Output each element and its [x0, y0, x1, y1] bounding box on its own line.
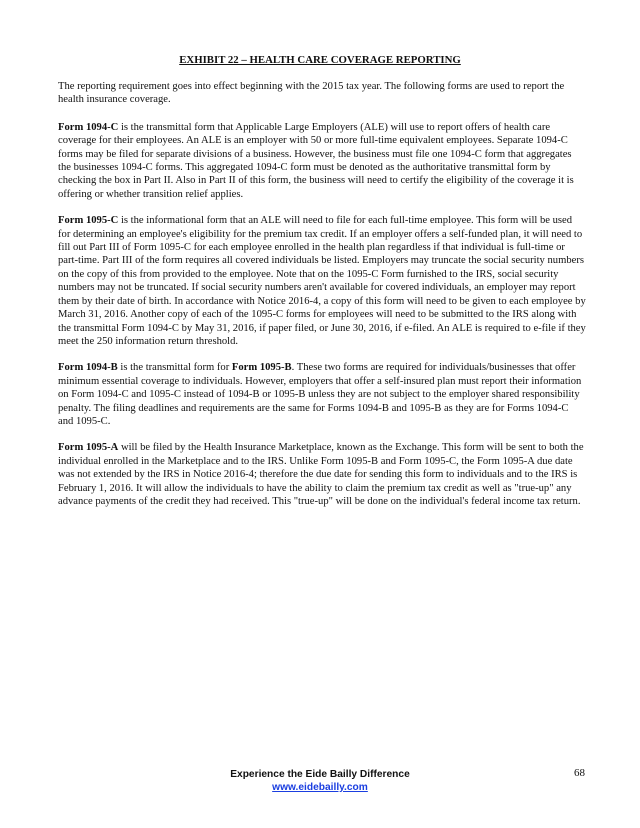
- form-1094c-term: Form 1094-C: [58, 121, 119, 133]
- form-1095a-text: will be filed by the Health Insurance Marketplace, known as the Exchange. This form will be sent to both the individual enrolled in the Marketplace and to the IRS. Unlike Form 1095-B and Form 1095-C, the Form 1095-A due date was not extended by the IRS in Notice 2016-4; therefore the due date for sending this form to individuals and to the IRS is February 1, 2016. It will allow the individuals to have the ability to claim the premium tax credit as well as "true-up" any advance payments of the credit they had received. This "true-up" will be done on the individual's federal income tax return.: [58, 442, 584, 507]
- form-1095a-term: Form 1095-A: [58, 442, 119, 454]
- footer-website-link[interactable]: www.eidebailly.com: [272, 782, 368, 793]
- form-1094c-text: is the transmittal form that Applicable Large Employers (ALE) will use to report offers of health care coverage for their employees. An ALE is an employer with 50 or more full-time equivalent employees. Separate 1094-C forms may be filed for separate divisions of a business. However, the business must file one 1094-C form that aggregates the businesses 1094-C forms. This aggregated 1094-C form must be denoted as the authoritative transmittal form by checking the box in Part II. Also in Part II of this form, the business will need to certify the eligibility of the coverage it is offering or whether transition relief applies.: [58, 121, 574, 200]
- form-1094b-term: Form 1094-B: [58, 362, 118, 374]
- footer-tagline: Experience the Eide Bailly Difference: [230, 769, 410, 780]
- form-1095c-text: is the informational form that an ALE will need to file for each full-time employee. This form will be used for determining an employee's eligibility for the premium tax credit. If an employer offers a self-funded plan, it will need to fill out Part III of Form 1095-C for each employee enrolled in the health plan regardless if that individual is full-time or part-time. Part III of the form requires all covered individuals be listed. Employers may truncate the social security numbers on the copy of this from provided to the employee. Note that on the 1095-C Form furnished to the IRS, social security numbers may not be truncated. If social security numbers aren't available for covered individuals, an employer may report them by their date of birth. In accordance with Notice 2016-4, a copy of this form will need to be given to each employee by March 31, 2016. Another copy of each of the 1095-C forms for employees will need to be submitted to the IRS along with the transmittal Form 1094-C by May 31, 2016, if paper filed, or June 30, 2016, if e-filed. An ALE is required to e-file if they meet the 250 information return threshold.: [58, 215, 586, 347]
- form-1094b-text-b: . These two forms are required for individuals/businesses that offer minimum essential coverage to individuals. However, employers that offer a self-insured plan must report their information on Form 1094-C and 1095-C instead of 1094-B or 1095-B unless they are not subject to the employer shared responsibility penalty. The filing deadlines and requirements are the same for Forms 1094-B and 1095-B as they are for Forms 1094-C and 1095-C.: [58, 362, 582, 427]
- page-number: 68: [574, 767, 585, 779]
- form-1094b-paragraph: [58, 361, 586, 428]
- document-body: [58, 80, 586, 521]
- form-1094c-paragraph: [58, 121, 586, 201]
- form-1094b-text-a: is the transmittal form for: [117, 362, 232, 374]
- form-1095c-term: Form 1095-C: [58, 215, 119, 227]
- form-1095b-term: Form 1095-B: [231, 362, 292, 374]
- form-1095a-paragraph: [58, 441, 586, 508]
- intro-paragraph: The reporting requirement goes into effect beginning with the 2015 tax year. The following forms are used to report the health insurance coverage.: [58, 81, 565, 106]
- form-1095c-paragraph: [58, 214, 586, 348]
- exhibit-heading: EXHIBIT 22 – HEALTH CARE COVERAGE REPORTING: [179, 54, 461, 66]
